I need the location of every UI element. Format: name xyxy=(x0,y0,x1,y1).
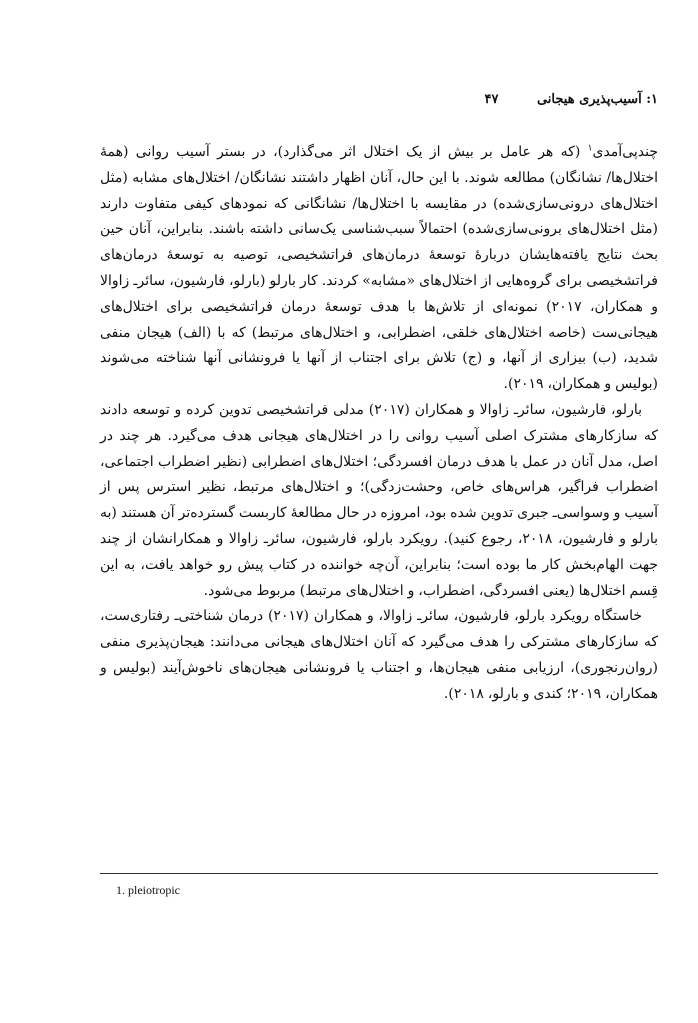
paragraph-1-lead: چندپی‌آمدی xyxy=(592,144,658,160)
footnote: 1. pleiotropic xyxy=(116,883,180,897)
paragraph-1-rest: (که هر عامل بر بیش از یک اختلال اثر می‌گذارد)، در بستر آسیب روانی (همهٔ اختلال‌ها/ نشانگان) مطالعه شوند. با این حال، آنان اظهار داشتند نشانگان/ اختلال‌های مشابه (مثل اختلال‌های درونی‌سازی‌شده) در مقایسه با اختلال‌ها/ نشانگانی که نمودهای کیفی متفاوت دارند (مثل اختلال‌های برونی‌سازی‌شده) احتمالاً سبب‌شناسی یک‌سانی داشته باشند. بنابراین، آنان حین بحث نتایج یافته‌هایشان دربارهٔ توسعهٔ درمان‌های فراتشخیصی، توصیه به توسعهٔ درمان‌های فراتشخیصی برای گروه‌هایی از اختلال‌های «مشابه» کردند. کار بارلو (بارلو، فارشیون، سائرـ زاوالا و همکاران، ۲۰۱۷) نمونه‌ای از تلاش‌ها با هدف توسعهٔ درمان فراتشخیصی برای اختلال‌های هیجانی‌ست (خاصه اختلال‌های خلقی، اضطرابی، و اختلال‌های مرتبط) که با (الف) هیجان منفی شدید، (ب) بیزاری از آنها، و (ج) تلاش برای اجتناب از آنها یا فرونشانی آنها شناخته می‌شوند (بولیس و همکاران، ۲۰۱۹). xyxy=(100,144,658,393)
running-header xyxy=(238,92,658,107)
footnote-divider xyxy=(100,873,658,874)
running-title: ۱: آسیب‌پذیری هیجانی xyxy=(536,92,658,107)
paragraph-3: خاستگاه رویکرد بارلو، فارشیون، سائرـ زاوالا، و همکاران (۲۰۱۷) درمان شناختی‌ـ رفتاری‌ست، که سازکارهای مشترکی را هدف می‌گیرد که آنان اختلال‌های هیجانی می‌دانند: هیجان‌پذیری منفی (روان‌رنجوری)، ارزیابی منفی هیجان‌ها، و اجتناب یا فرونشانی هیجان‌های ناخوش‌آیند (بولیس و همکاران، ۲۰۱۹؛ کندی و بارلو، ۲۰۱۸). xyxy=(100,608,658,702)
page-number: ۴۷ xyxy=(484,92,499,107)
body-text xyxy=(100,140,658,708)
paragraph-2: بارلو، فارشیون، سائرـ زاوالا و همکاران (۲۰۱۷) مدلی فراتشخیصی تدوین کرده و توسعه دادند که سازکارهای مشترک اصلی آسیب روانی را در اختلال‌های هیجانی هدف می‌گیرد. هر چند در اصل، مدل آنان در عمل با هدف درمان افسردگی؛ اختلال‌های اضطرابی (نظیر اضطراب اجتماعی، اضطراب فراگیر، هراس‌های خاص، وحشت‌زدگی)؛ و اختلال‌های مرتبط، نظیر استرس پس از آسیب و وسواسی‌ـ جبری تدوین شده بود، امروزه در حال مطالعهٔ کاربست گسترده‌تر آن هستند (به بارلو و فارشیون، ۲۰۱۸، رجوع کنید). رویکرد بارلو، فارشیون، سائرـ زاوالا و همکارانشان از چند جهت الهام‌بخش کار ما بوده است؛ بنابراین، آن‌چه خواننده در کتاب پیش رو خواهد یافت، به این قِسم اختلال‌ها (یعنی افسردگی، اضطراب، و اختلال‌های مرتبط) مربوط می‌شود. xyxy=(100,401,658,599)
footnote-marker: ۱ xyxy=(587,143,593,154)
paragraph-1 xyxy=(100,140,658,398)
